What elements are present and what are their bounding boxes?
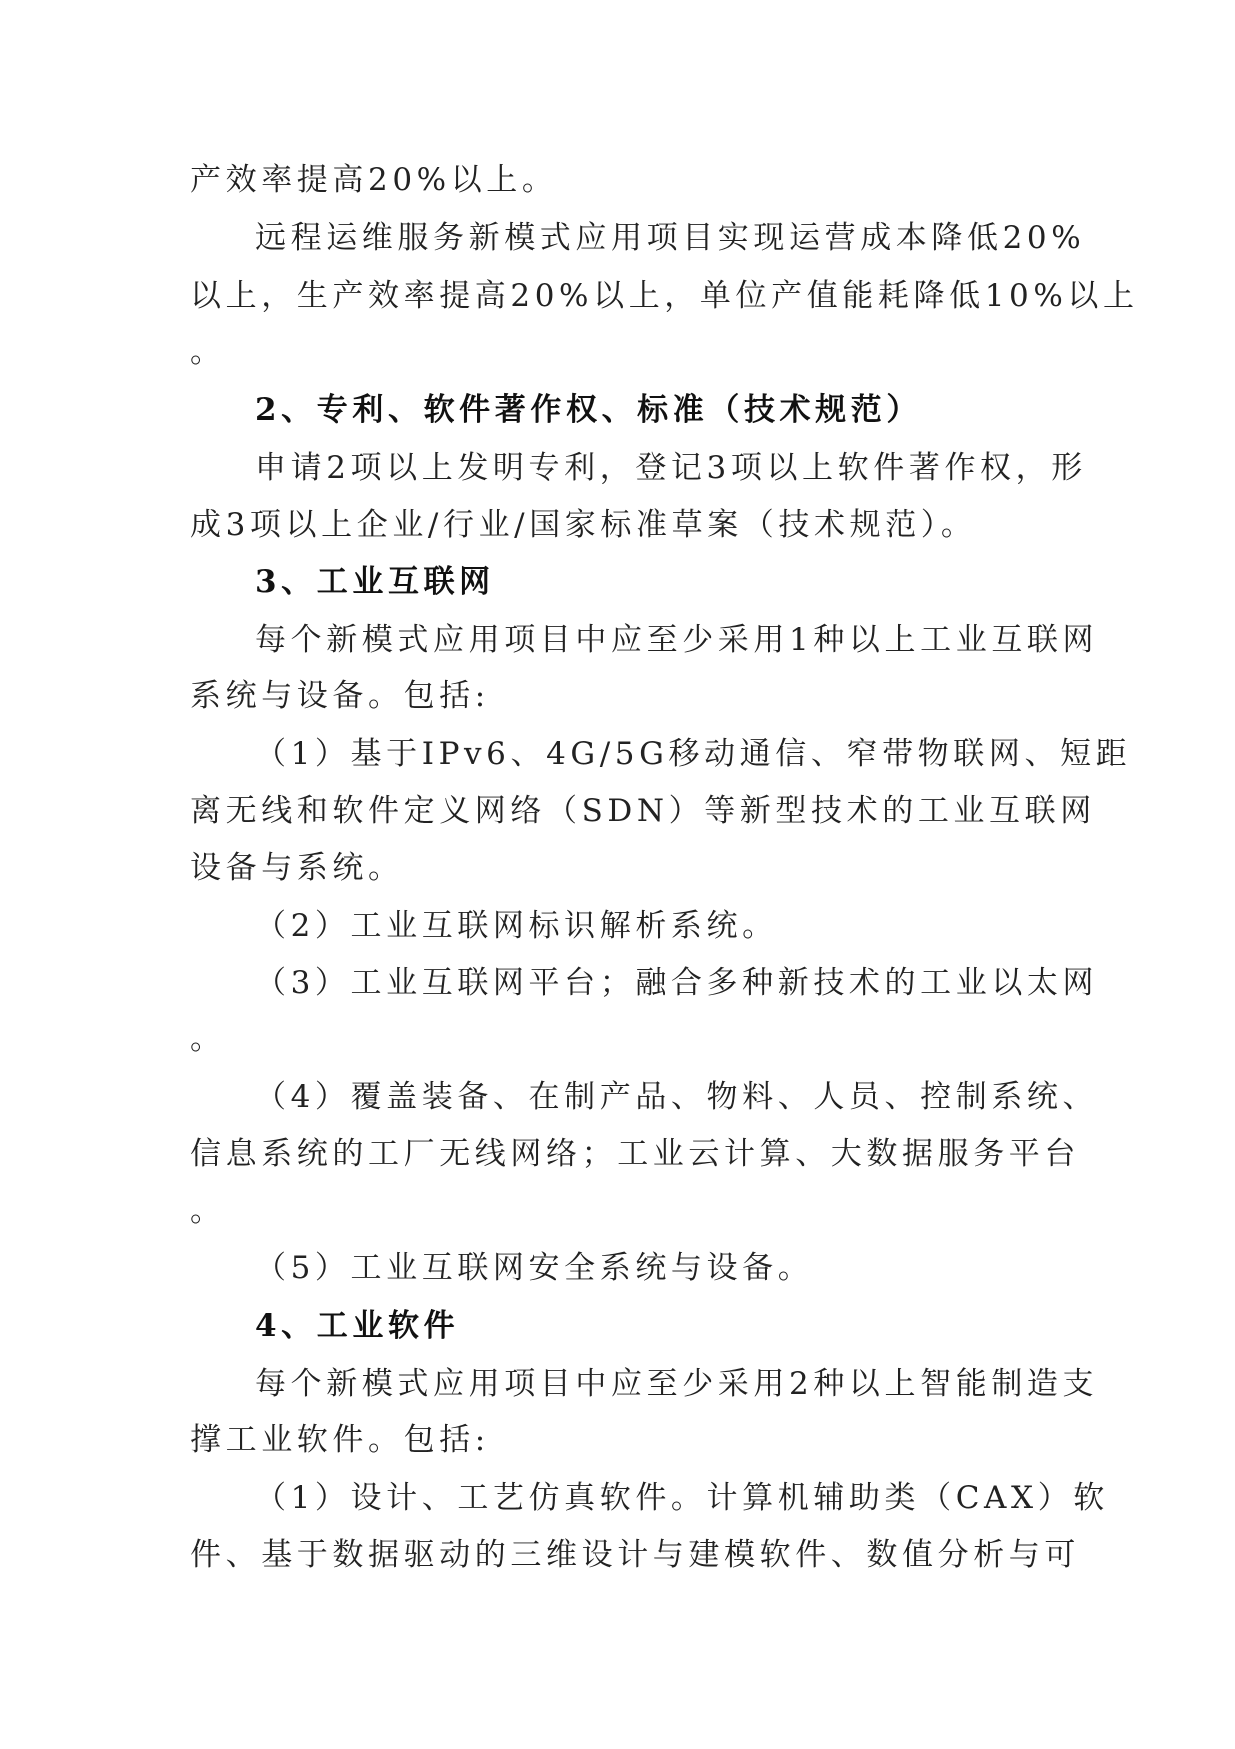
list-item-line: （1）设计、工艺仿真软件。计算机辅助类（CAX）软 xyxy=(255,1480,1109,1516)
section-heading-patents: 2、专利、软件著作权、标准（技术规范） xyxy=(255,392,922,428)
paragraph-line: 系统与设备。包括: xyxy=(190,678,490,714)
section-heading-industrial-internet: 3、工业互联网 xyxy=(255,564,495,600)
list-item-line: 。 xyxy=(190,1021,226,1057)
list-item-line: （5）工业互联网安全系统与设备。 xyxy=(255,1250,814,1286)
list-item-line: 信息系统的工厂无线网络；工业云计算、大数据服务平台 xyxy=(190,1136,1080,1172)
list-item-line: （3）工业互联网平台；融合多种新技术的工业以太网 xyxy=(255,965,1099,1001)
paragraph-line: 申请2项以上发明专利，登记3项以上软件著作权，形 xyxy=(255,450,1087,486)
list-item-line: 离无线和软件定义网络（SDN）等新型技术的工业互联网 xyxy=(190,793,1096,829)
list-item-line: （1）基于IPv6、4G/5G移动通信、窄带物联网、短距 xyxy=(255,736,1132,772)
paragraph-line: 以上，生产效率提高20%以上，单位产值能耗降低10%以上 xyxy=(190,278,1139,314)
paragraph-line: 。 xyxy=(190,334,226,370)
paragraph-line: 每个新模式应用项目中应至少采用1种以上工业互联网 xyxy=(255,622,1099,658)
paragraph-line: 远程运维服务新模式应用项目实现运营成本降低20% xyxy=(255,220,1086,256)
paragraph-line: 撑工业软件。包括: xyxy=(190,1422,490,1458)
list-item-line: （2）工业互联网标识解析系统。 xyxy=(255,908,778,944)
list-item-line: 设备与系统。 xyxy=(190,850,404,886)
list-item-line: （4）覆盖装备、在制产品、物料、人员、控制系统、 xyxy=(255,1079,1099,1115)
paragraph-line: 产效率提高20%以上。 xyxy=(190,162,558,198)
paragraph-line: 成3项以上企业/行业/国家标准草案（技术规范）。 xyxy=(190,507,977,543)
list-item-line: 件、基于数据驱动的三维设计与建模软件、数值分析与可 xyxy=(190,1537,1080,1573)
section-heading-industrial-software: 4、工业软件 xyxy=(255,1308,460,1344)
paragraph-line: 每个新模式应用项目中应至少采用2种以上智能制造支 xyxy=(255,1366,1099,1402)
list-item-line: 。 xyxy=(190,1193,226,1229)
